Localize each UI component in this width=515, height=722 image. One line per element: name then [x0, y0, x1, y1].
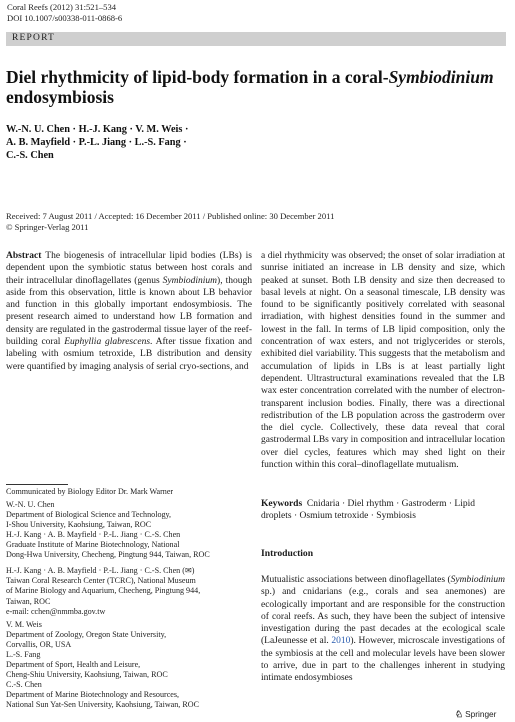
article-title — [6, 67, 506, 107]
title-italic: Symbiodinium — [388, 67, 494, 87]
title-main: Diel rhythmicity of lipid-body formation in a coral- — [6, 67, 389, 87]
abstract-text: The biogenesis of intracellular lipid bodies (LBs) is dependent upon the symbiotic status between host corals and their intracellular dinoflagellates (genus — [6, 251, 252, 286]
abstract-left-column — [6, 250, 252, 373]
species-name: Euphyllia glabrescens — [64, 337, 151, 348]
abstract-continuation: a diel rhythmicity was observed; the onset of solar irradiation at sunrise initiated an increase in LB density and size, which peaked at sunset. Both LB density and size then decreased to basal levels at night. On a seasonal timescale, LB density was found to be significantly positively correlated with seasonal irradiation, with highest densities found in the summer and lowest in the fall. In terms of LB lipid composition, only the concentration of wax esters, and not triglycerides or sterols, exhibited diel variability. This suggests that the metabolism and accumulation of lipids in LBs is at least partially light dependent. Ultrastructural examinations revealed that the LB wax ester concentration correlated with the number of electron-transparent inclusion bodies. Finally, there was a directional redistribution of the LB population across the gastroderm over the diel cycle. Collectively, these data reveal that coral gastrodermal LBs vary in composition and intracellular location over diel cycles, features which may shed light on their function within this coral–dinoflagellate mutualism. — [261, 251, 505, 471]
author-line: A. B. Mayfield · P.-L. Jiang · L.-S. Fang · — [6, 137, 187, 148]
affiliation-block: L.-S. Fang Department of Sport, Health and Leisure, Cheng-Shiu University, Kaohsiung, Taiwan, ROC — [6, 650, 168, 680]
publisher-name: Springer — [465, 709, 497, 719]
genus-name: Symbiodinium — [450, 575, 505, 585]
publisher-logo — [455, 709, 496, 720]
abstract-label: Abstract — [6, 251, 42, 261]
journal-doi[interactable]: DOI 10.1007/s00338-011-0868-6 — [7, 12, 123, 23]
copyright-line: © Springer-Verlag 2011 — [6, 221, 89, 232]
abstract-text: . After tissue fixation and labeling with osmium tetroxide, LB distribution and density were quantified by imaging analysis of serial cryo-sections, and — [6, 337, 252, 372]
intro-text: ). However, microscale investigations of the symbiosis at the cell and molecular levels have been slower to arrive, due in part to the challenges inherent in studying intimate endosymbioses — [261, 636, 505, 684]
affiliation-block: C.-S. Chen Department of Marine Biotechnology and Resources, National Sun Yat-Sen University, Kaohsiung, Taiwan, ROC — [6, 680, 199, 710]
affiliation-block: W.-N. U. Chen Department of Biological Science and Technology, I-Shou University, Kaohsiung, Taiwan, ROC — [6, 500, 172, 530]
journal-header — [7, 2, 122, 23]
intro-paragraph — [261, 574, 505, 685]
citation-link[interactable]: 2010 — [331, 636, 351, 647]
introduction-heading: Introduction — [261, 548, 314, 559]
affiliation-block: H.-J. Kang · A. B. Mayfield · P.-L. Jiang · C.-S. Chen Graduate Institute of Marine Biotechnology, National Dong-Hwa University, Checheng, Pingtung 944, Taiwan, ROC — [6, 530, 210, 560]
affiliation-block: V. M. Weis Department of Zoology, Oregon State University, Corvallis, OR, USA — [6, 620, 167, 650]
section-label: REPORT — [12, 33, 56, 43]
intro-text: sp.) and cnidarians (e.g., corals and sea anemones) are ecologically important and are responsible for the construction of coral reefs. As such, they have been the subject of intensive investigation during the past decades at the ecological scale (LaJeunesse et al. — [261, 587, 505, 647]
dates-line: Received: 7 August 2011 / Accepted: 16 December 2011 / Published online: 30 December 2011 — [6, 211, 335, 221]
keywords-section — [261, 498, 505, 523]
publication-dates — [6, 211, 334, 232]
affiliation-block: H.-J. Kang · A. B. Mayfield · P.-L. Jiang · C.-S. Chen (✉) Taiwan Coral Research Center (TCRC), National Museum of Marine Biology and Aquarium, Checheng, Pingtung 944, Taiwan, ROC e-mail: cchen@nmmba.gov.tw — [6, 566, 201, 616]
abstract-paragraph — [6, 250, 252, 373]
springer-horse-icon: ♘ — [455, 709, 464, 719]
section-label-bar — [6, 32, 506, 46]
author-line: W.-N. U. Chen · H.-J. Kang · V. M. Weis · — [6, 124, 189, 135]
intro-text: Mutualistic associations between dinoflagellates ( — [261, 575, 451, 585]
title-rest: endosymbiosis — [6, 87, 114, 107]
keywords-text: Cnidaria · Diel rhythm · Gastroderm · Lipid droplets · Osmium tetroxide · Symbiosis — [261, 499, 475, 522]
abstract-right-column — [261, 250, 505, 471]
keywords-label: Keywords — [261, 499, 303, 509]
author-list — [6, 123, 188, 162]
abstract-text: ), though aside from this observation, little is known about LB behavior and function in this globally important endosymbiosis. The present research aimed to understand how LB formation and density are regulated in the gastrodermal tissue layer of the reef-building coral — [6, 275, 252, 348]
journal-citation: Coral Reefs (2012) 31:521–534 — [7, 2, 117, 12]
introduction-text — [261, 574, 505, 685]
communicated-by: Communicated by Biology Editor Dr. Mark Warner — [6, 487, 174, 496]
footnote-divider — [6, 484, 68, 485]
genus-name: Symbiodinium — [162, 275, 218, 286]
author-line: C.-S. Chen — [6, 150, 54, 161]
